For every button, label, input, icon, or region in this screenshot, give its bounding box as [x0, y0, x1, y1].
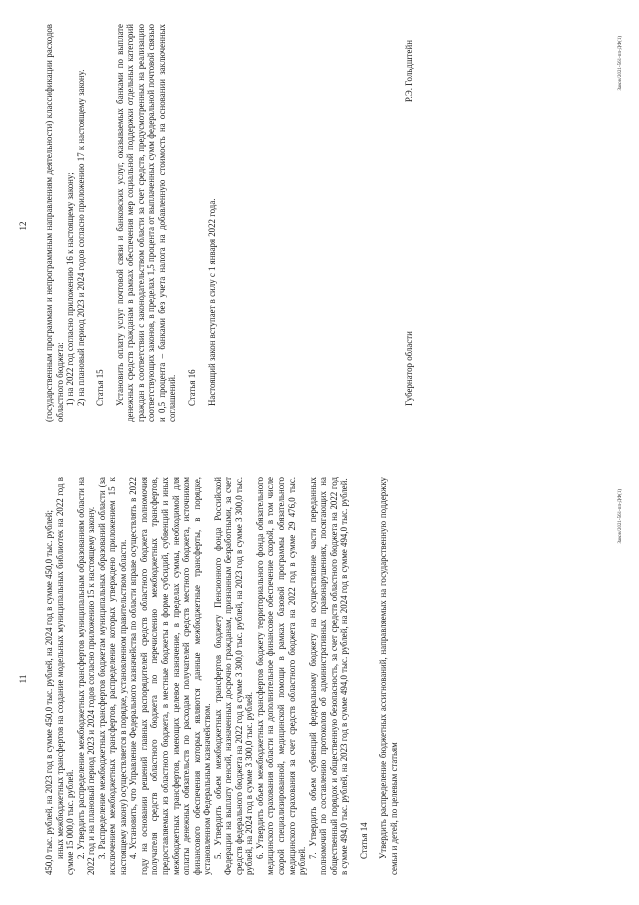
page-footer: Закон/2021-561-пп-ДФ(1)	[618, 36, 623, 91]
paragraph: 450,0 тыс. рублей, на 2023 год в сумме 450,0 тыс. рублей, на 2024 год в сумме 450,0 тыс. рублей;	[44, 509, 54, 875]
paragraph: 5. Утвердить объем межбюджетных трансфертов бюджету Пенсионного фонда Российской Федерации на выплату пенсий, назначенных досрочно гражданам, признанным безработными, за счет средств федерального бюджета на 2022 год в сумме 3 300,0 тыс. рублей, на 2023 год в сумме 3 300,0 тыс. рублей, на 2024 год в сумме 3 300,0 тыс. рублей.	[212, 477, 255, 875]
page-footer: Закон/2021-561-пп-ДФ(1)	[618, 489, 623, 544]
article-heading: Статья 15	[95, 369, 106, 406]
page-body	[44, 477, 400, 875]
paragraph: 7. Утвердить объем субвенций федеральному бюджету на осуществление части переданных полномочий по составлению протоколов об административных правонарушениях, посягающих на общественный порядок и общественную безопасность, за счет средств областного бюджета на 2022 год в сумме 494,0 тыс. рублей, на 2023 год в сумме 494,0 тыс. рублей, на 2024 год в сумме 494,0 тыс. рублей.	[307, 477, 350, 875]
paragraph: 2) на плановый период 2023 и 2024 годов согласно приложению 17 к настоящему закону.	[75, 69, 86, 406]
signature-block	[404, 40, 414, 406]
paragraph: иных межбюджетных трансфертов на создание модельных муниципальных библиотек на 2022 год в сумме 15 000,0 тыс. рублей.	[54, 477, 76, 875]
paragraph: 1) на 2022 год согласно приложению 16 к настоящему закону;	[65, 172, 76, 406]
signatory-name: Р.Э. Гольдштейн	[404, 40, 414, 103]
signatory-title: Губернатор области	[404, 331, 414, 406]
paragraph: Установить оплату услуг почтовой связи и банковских услуг, оказываемых банками по выплате денежных средств гражданам в рамках обеспечения мер социальной поддержки отдельных категорий граждан в соответствии с законодательством области за счет средств, предусмотренных на реализацию соответствующих законов, в пределах 1,5 процента от выплаченных сумм федеральной почтовой связью и 0,5 процента – банками без учета налога на добавленную стоимость на основании заключенных соглашений.	[114, 24, 178, 422]
paragraph: 4. Установить, что Управление Федерального казначейства по области вправе осуществлять в 2022 году на основании решений главных распорядителей средств областного бюджета полномочия получателя средств областного бюджета по перечислению межбюджетных трансфертов, предоставляемых из областного бюджета, в местные бюджеты в форме субсидий, субвенций и иных межбюджетных трансфертов, имеющих целевое назначение, в пределах суммы, необходимой для оплаты денежных обязательств по расходам получателей средств местного бюджета, источником финансового обеспечения которых являются данные межбюджетные трансферты, в порядке, установленном Федеральным казначейством.	[128, 477, 213, 875]
paragraph: 2. Утвердить распределение межбюджетных трансфертов муниципальным образованиям области на 2022 год и на плановый период 2023 и 2024 годов согласно приложению 15 к настоящему закону.	[75, 477, 97, 875]
paragraph: Настоящий закон вступает в силу с 1 января 2022 года.	[206, 198, 217, 406]
paragraph: 6. Утвердить объем межбюджетных трансфертов бюджету территориального фонда обязательного медицинского страхования области на дополнительное финансовое обеспечение скорой, в том числе скорой специализированной, медицинской помощи в рамках базовой программы обязательного медицинского страхования за счет средств областного бюджета на 2022 год в сумме 29 476,0 тыс. рублей.	[254, 477, 308, 875]
article-heading: Статья 14	[358, 822, 369, 859]
page-12	[0, 0, 639, 452]
page-number: 12	[18, 221, 28, 231]
paragraph: Утвердить распределение бюджетных ассигнований, направляемых на государственную поддержку семьи и детей, по целевым статьям	[378, 477, 399, 875]
page-11	[0, 453, 639, 905]
page-number: 11	[18, 674, 28, 684]
article-heading: Статья 16	[187, 369, 198, 406]
paragraph: 3. Распределение межбюджетных трансфертов бюджетам муниципальных образований области (за исключением межбюджетных трансфертов, распределение которых утверждено приложением 15 к настоящему закону) осуществляется в порядке, установленном правительством области.	[96, 477, 128, 875]
page-body	[44, 24, 217, 422]
paragraph: (государственным программам и непрограммным направлениям деятельности) классификации расходов областного бюджета:	[44, 24, 65, 422]
